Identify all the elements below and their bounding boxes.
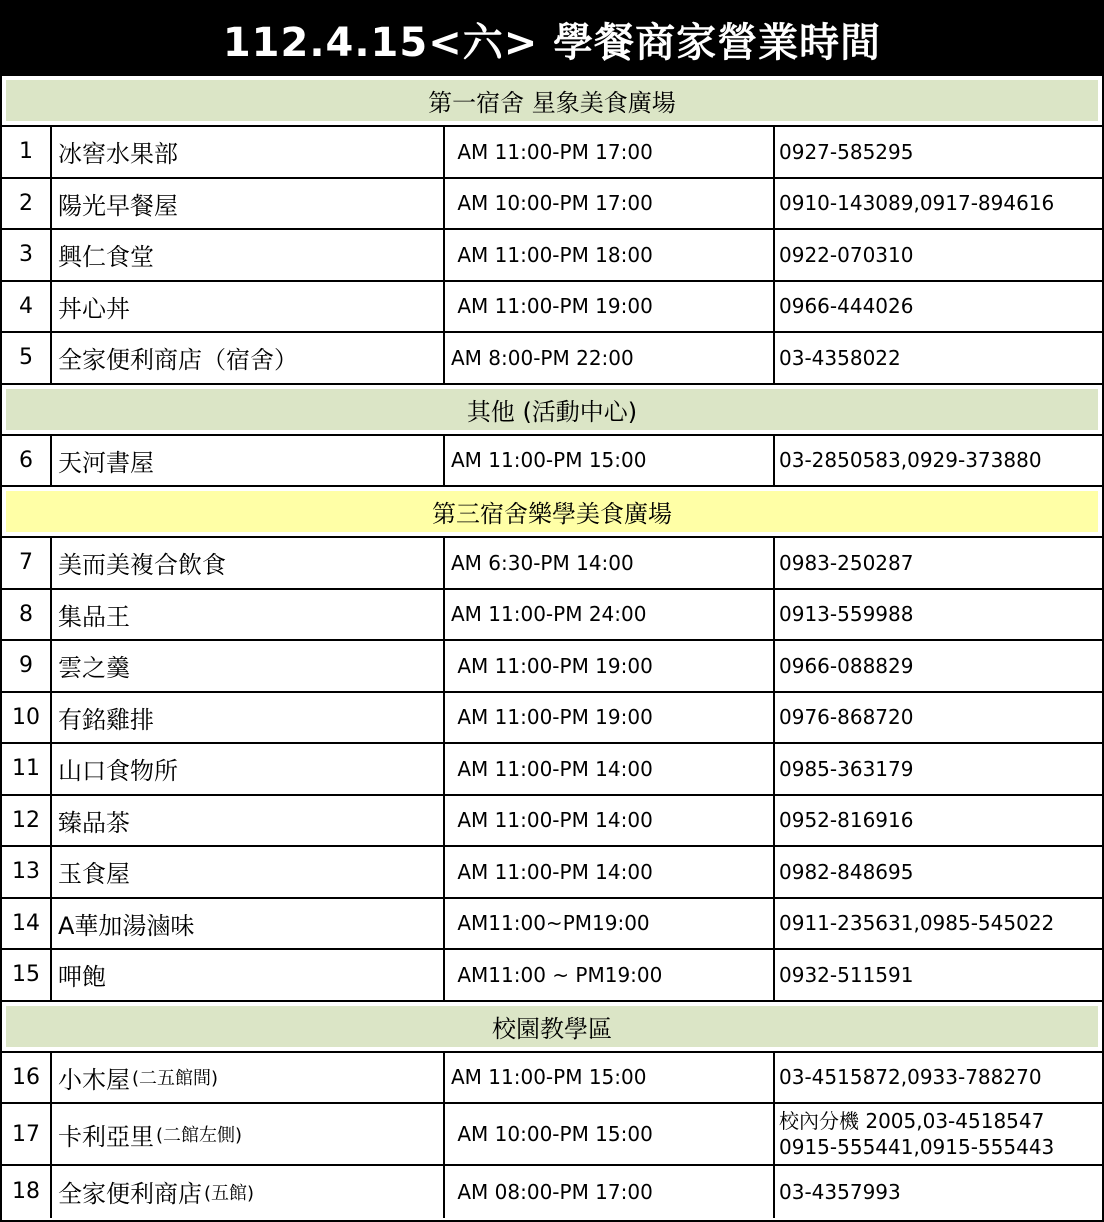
business-hours: AM 08:00-PM 17:00 <box>445 1166 775 1218</box>
vendor-location-note: (五館) <box>204 1182 255 1204</box>
phone-cell <box>775 744 1102 794</box>
phone-number: 0983-250287 <box>779 550 914 575</box>
row-number: 9 <box>2 641 52 691</box>
section-header <box>2 487 1102 538</box>
phone-cell <box>775 230 1102 280</box>
section-title: 第三宿舍樂學美食廣場 <box>6 491 1098 532</box>
vendor-name-cell <box>52 538 445 588</box>
table-row <box>2 796 1102 848</box>
row-number: 12 <box>2 796 52 846</box>
table-row <box>2 693 1102 745</box>
vendor-name: 丼心丼 <box>58 294 130 323</box>
phone-cell <box>775 538 1102 588</box>
phone-cell <box>775 796 1102 846</box>
phone-number: 0927-585295 <box>779 139 914 164</box>
phone-cell <box>775 333 1102 383</box>
phone-number: 03-4515872,0933-788270 <box>779 1065 1042 1090</box>
vendor-name: 冰窖水果部 <box>58 140 178 169</box>
phone-cell <box>775 1104 1102 1164</box>
vendor-name-cell <box>52 127 445 177</box>
vendor-name-cell <box>52 179 445 229</box>
row-number: 8 <box>2 590 52 640</box>
row-number: 4 <box>2 282 52 332</box>
vendor-table <box>2 76 1102 1218</box>
row-number: 3 <box>2 230 52 280</box>
row-number: 6 <box>2 436 52 486</box>
row-number: 13 <box>2 847 52 897</box>
vendor-location-note: (二館左側) <box>156 1125 243 1146</box>
table-row <box>2 950 1102 1002</box>
table-row <box>2 590 1102 642</box>
phone-number: 03-4358022 <box>779 345 901 370</box>
phone-cell <box>775 847 1102 897</box>
table-row <box>2 1104 1102 1166</box>
vendor-name: 玉食屋 <box>58 860 130 889</box>
vendor-name-cell <box>52 1166 445 1218</box>
phone-number: 校內分機 2005,03-4518547 <box>779 1109 1045 1133</box>
phone-number: 0966-444026 <box>779 294 914 319</box>
vendor-name-cell <box>52 590 445 640</box>
phone-number: 03-2850583,0929-373880 <box>779 448 1042 473</box>
row-number: 1 <box>2 127 52 177</box>
phone-number: 0976-868720 <box>779 705 914 730</box>
phone-number: 0985-363179 <box>779 756 914 781</box>
business-hours: AM 11:00-PM 17:00 <box>445 127 775 177</box>
phone-cell <box>775 950 1102 1000</box>
vendor-name-cell <box>52 230 445 280</box>
business-hours: AM 11:00-PM 19:00 <box>445 282 775 332</box>
business-hours: AM 11:00-PM 14:00 <box>445 847 775 897</box>
section-title: 第一宿舍 星象美食廣場 <box>6 80 1098 121</box>
vendor-name-cell <box>52 744 445 794</box>
phone-number: 0913-559988 <box>779 602 914 627</box>
business-hours: AM 11:00-PM 19:00 <box>445 693 775 743</box>
business-hours: AM 11:00-PM 14:00 <box>445 744 775 794</box>
table-row <box>2 333 1102 385</box>
vendor-name: 美而美複合飲食 <box>58 551 226 580</box>
phone-number: 03-4357993 <box>779 1179 901 1204</box>
vendor-name: 雲之羹 <box>58 654 130 683</box>
vendor-name: 興仁食堂 <box>58 243 154 272</box>
phone-cell <box>775 282 1102 332</box>
phone-number: 0952-816916 <box>779 808 914 833</box>
section-header <box>2 385 1102 436</box>
vendor-name-cell <box>52 693 445 743</box>
row-number: 15 <box>2 950 52 1000</box>
business-hours: AM11:00~PM19:00 <box>445 899 775 949</box>
business-hours: AM 11:00-PM 24:00 <box>445 590 775 640</box>
vendor-name: 臻品茶 <box>58 808 130 837</box>
table-row <box>2 847 1102 899</box>
phone-number: 0966-088829 <box>779 653 914 678</box>
business-hours: AM 8:00-PM 22:00 <box>445 333 775 383</box>
vendor-name: A華加湯滷味 <box>58 911 195 940</box>
vendor-name-cell <box>52 847 445 897</box>
table-row <box>2 436 1102 488</box>
phone-cell <box>775 436 1102 486</box>
vendor-location-note: (二五館間) <box>132 1068 219 1090</box>
vendor-name: 小木屋 <box>58 1065 130 1094</box>
vendor-name-cell <box>52 1104 445 1164</box>
vendor-name: 全家便利商店 <box>58 1180 202 1209</box>
phone-cell <box>775 641 1102 691</box>
vendor-name: 集品王 <box>58 602 130 631</box>
phone-cell <box>775 1166 1102 1218</box>
table-row <box>2 230 1102 282</box>
table-row <box>2 744 1102 796</box>
phone-cell <box>775 899 1102 949</box>
phone-cell <box>775 1053 1102 1103</box>
row-number: 11 <box>2 744 52 794</box>
business-hours: AM 10:00-PM 17:00 <box>445 179 775 229</box>
business-hours: AM 11:00-PM 15:00 <box>445 436 775 486</box>
table-row <box>2 538 1102 590</box>
phone-number: 0915-555441,0915-555443 <box>779 1135 1055 1159</box>
row-number: 18 <box>2 1166 52 1218</box>
phone-number: 0922-070310 <box>779 242 914 267</box>
vendor-name: 陽光早餐屋 <box>58 191 178 220</box>
vendor-name: 全家便利商店（宿舍） <box>58 346 298 375</box>
table-row <box>2 179 1102 231</box>
vendor-name-cell <box>52 282 445 332</box>
business-hours: AM11:00 ~ PM19:00 <box>445 950 775 1000</box>
vendor-name-cell <box>52 436 445 486</box>
phone-number: 0982-848695 <box>779 859 914 884</box>
row-number: 17 <box>2 1104 52 1164</box>
table-row <box>2 282 1102 334</box>
business-hours: AM 11:00-PM 14:00 <box>445 796 775 846</box>
table-row <box>2 127 1102 179</box>
table-row <box>2 1166 1102 1218</box>
section-header <box>2 1002 1102 1053</box>
business-hours: AM 11:00-PM 18:00 <box>445 230 775 280</box>
business-hours: AM 6:30-PM 14:00 <box>445 538 775 588</box>
phone-cell <box>775 590 1102 640</box>
page-title: 112.4.15<六> 學餐商家營業時間 <box>2 2 1102 76</box>
row-number: 16 <box>2 1053 52 1103</box>
business-hours: AM 11:00-PM 19:00 <box>445 641 775 691</box>
vendor-name-cell <box>52 333 445 383</box>
table-row <box>2 641 1102 693</box>
row-number: 7 <box>2 538 52 588</box>
phone-cell <box>775 179 1102 229</box>
business-hours: AM 10:00-PM 15:00 <box>445 1104 775 1164</box>
vendor-name-cell <box>52 641 445 691</box>
row-number: 14 <box>2 899 52 949</box>
phone-cell <box>775 127 1102 177</box>
phone-cell <box>775 693 1102 743</box>
vendor-name: 山口食物所 <box>58 757 178 786</box>
vendor-name-cell <box>52 1053 445 1103</box>
phone-number: 0910-143089,0917-894616 <box>779 191 1055 216</box>
vendor-name: 呷飽 <box>58 963 106 992</box>
phone-number: 0911-235631,0985-545022 <box>779 911 1055 936</box>
vendor-name: 天河書屋 <box>58 448 154 477</box>
table-row <box>2 899 1102 951</box>
section-header <box>2 76 1102 127</box>
section-title: 其他 (活動中心) <box>6 389 1098 430</box>
vendor-name-cell <box>52 899 445 949</box>
vendor-name-cell <box>52 950 445 1000</box>
vendor-name-cell <box>52 796 445 846</box>
vendor-name: 有銘雞排 <box>58 705 154 734</box>
vendor-name: 卡利亞里 <box>58 1122 154 1151</box>
table-row <box>2 1053 1102 1105</box>
row-number: 2 <box>2 179 52 229</box>
row-number: 5 <box>2 333 52 383</box>
section-title: 校園教學區 <box>6 1006 1098 1047</box>
business-hours: AM 11:00-PM 15:00 <box>445 1053 775 1103</box>
row-number: 10 <box>2 693 52 743</box>
phone-number: 0932-511591 <box>779 962 914 987</box>
